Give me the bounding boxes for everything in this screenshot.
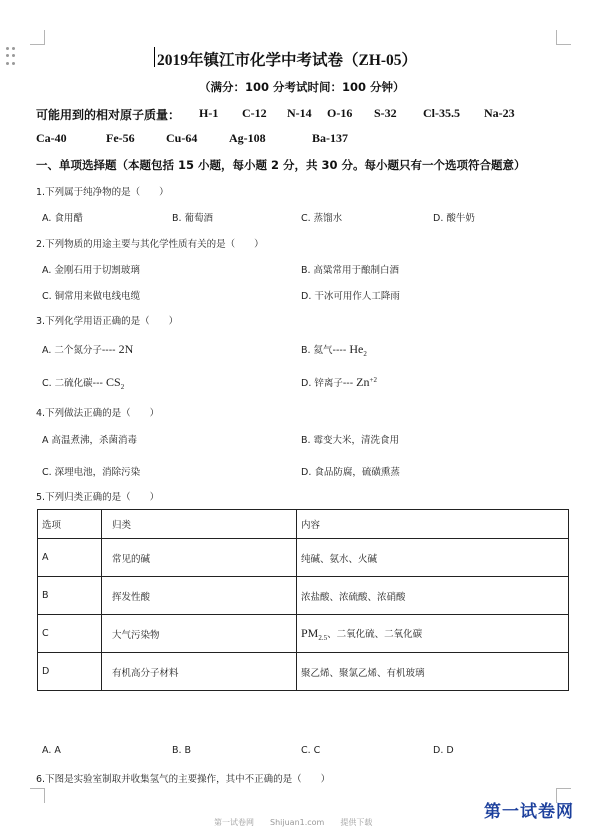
q1-option-d: D. 酸牛奶: [433, 213, 475, 224]
q1-option-a: A. 食用醋: [42, 213, 83, 224]
q5-option-b: B. B: [172, 745, 192, 756]
q3-option-c: [42, 375, 124, 391]
q3-option-d-text: D. 锌离子---: [301, 378, 354, 389]
drag-handle-icon[interactable]: [6, 47, 16, 67]
q3-option-c-text: C. 二硫化碳---: [42, 378, 103, 389]
pm-formula: PM: [301, 625, 319, 640]
q2-option-c: C. 铜常用来做电线电缆: [42, 291, 141, 302]
q3-option-d-superscript: +2: [369, 375, 377, 384]
table-cell: A: [38, 539, 102, 577]
table-row: [38, 539, 569, 577]
table-cell: [297, 615, 569, 653]
table-row: [38, 615, 569, 653]
table-cell: 挥发性酸: [102, 577, 297, 615]
pollutant-list: 、二氧化硫、二氧化碳: [327, 628, 423, 640]
question-3-stem: 3.下列化学用语正确的是（ ）: [36, 316, 179, 327]
table-cell: 浓盐酸、浓硫酸、浓硝酸: [297, 577, 569, 615]
table-row: [38, 577, 569, 615]
q4-option-c: C. 深埋电池，消除污染: [42, 467, 141, 478]
q3-option-c-formula: CS: [106, 375, 121, 389]
table-cell: 纯碱、氨水、火碱: [297, 539, 569, 577]
classification-table: [37, 509, 569, 691]
crop-mark-top-right: [556, 30, 571, 45]
atomic-mass-item: S-32: [374, 106, 397, 120]
crop-mark-top-left: [30, 30, 45, 45]
atomic-mass-item: Na-23: [484, 106, 515, 120]
atomic-mass-item: Cu-64: [166, 131, 198, 145]
footer-watermark: 第一试卷网 Shijuan1.com 提供下载: [214, 818, 373, 827]
q4-option-a: A 高温煮沸，杀菌消毒: [42, 435, 138, 446]
q3-option-d: [301, 375, 377, 390]
q3-option-b-subscript: 2: [363, 349, 367, 358]
table-cell: 有机高分子材料: [102, 653, 297, 691]
q3-option-a-formula: 2N: [118, 342, 134, 356]
table-cell: 聚乙烯、聚氯乙烯、有机玻璃: [297, 653, 569, 691]
atomic-masses-label: 可能用到的相对原子质量：: [36, 108, 181, 122]
q5-option-a: A. A: [42, 745, 61, 756]
pm-subscript: 2.5: [318, 633, 328, 642]
table-cell: B: [38, 577, 102, 615]
section-heading: 一、单项选择题（本题包括 15 小题，每小题 2 分，共 30 分。每小题只有一个选项符合题意）: [36, 158, 526, 172]
q3-option-a-text: A. 二个氮分子----: [42, 345, 116, 356]
q2-option-a: A. 金刚石用于切割玻璃: [42, 265, 140, 276]
q3-option-d-formula: Zn: [356, 375, 370, 389]
atomic-mass-item: N-14: [287, 106, 312, 120]
q4-option-d: D. 食品防腐，硫磺熏蒸: [301, 467, 400, 478]
q3-option-b-text: B. 氦气----: [301, 345, 347, 356]
crop-mark-bottom-left: [30, 788, 45, 803]
q2-option-b: B. 高粱常用于酿制白酒: [301, 265, 400, 276]
q3-option-b: [301, 342, 367, 358]
question-1-stem: 1.下列属于纯净物的是（ ）: [36, 187, 169, 198]
text-cursor: [154, 47, 155, 67]
question-5-stem: 5.下列归类正确的是（ ）: [36, 492, 160, 503]
atomic-mass-item: Fe-56: [106, 131, 135, 145]
q3-option-b-formula: He: [349, 342, 364, 356]
table-cell: 常见的碱: [102, 539, 297, 577]
q3-option-c-subscript: 2: [120, 382, 125, 391]
atomic-mass-item: H-1: [199, 106, 219, 120]
q3-option-a: [42, 342, 133, 357]
table-header-cell: 归类: [102, 510, 297, 539]
atomic-mass-item: Ca-40: [36, 131, 67, 145]
table-cell: D: [38, 653, 102, 691]
table-cell: 大气污染物: [102, 615, 297, 653]
table-header-cell: 内容: [297, 510, 569, 539]
site-logo[interactable]: 第一试卷网: [484, 802, 574, 822]
atomic-mass-item: C-12: [242, 106, 267, 120]
table-row: [38, 653, 569, 691]
atomic-mass-item: Ba-137: [312, 131, 348, 145]
question-6-stem: 6.下图是实验室制取并收集氢气的主要操作，其中不正确的是（ ）: [36, 774, 331, 785]
exam-subtitle: （满分：100 分考试时间：100 分钟）: [199, 80, 405, 94]
question-2-stem: 2.下列物质的用途主要与其化学性质有关的是（ ）: [36, 239, 264, 250]
q1-option-b: B. 葡萄酒: [172, 213, 214, 224]
question-4-stem: 4.下列做法正确的是（ ）: [36, 408, 160, 419]
q2-option-d: D. 干冰可用作人工降雨: [301, 291, 400, 302]
exam-title: 2019年镇江市化学中考试卷（ZH-05）: [157, 52, 418, 69]
q1-option-c: C. 蒸馏水: [301, 213, 343, 224]
table-header-row: [38, 510, 569, 539]
q5-option-d: D. D: [433, 745, 454, 756]
table-header-cell: 选项: [38, 510, 102, 539]
table-cell: C: [38, 615, 102, 653]
atomic-mass-item: Cl-35.5: [423, 106, 460, 120]
atomic-mass-item: O-16: [327, 106, 353, 120]
q4-option-b: B. 霉变大米，清洗食用: [301, 435, 400, 446]
q5-option-c: C. C: [301, 745, 321, 756]
atomic-mass-item: Ag-108: [229, 131, 266, 145]
